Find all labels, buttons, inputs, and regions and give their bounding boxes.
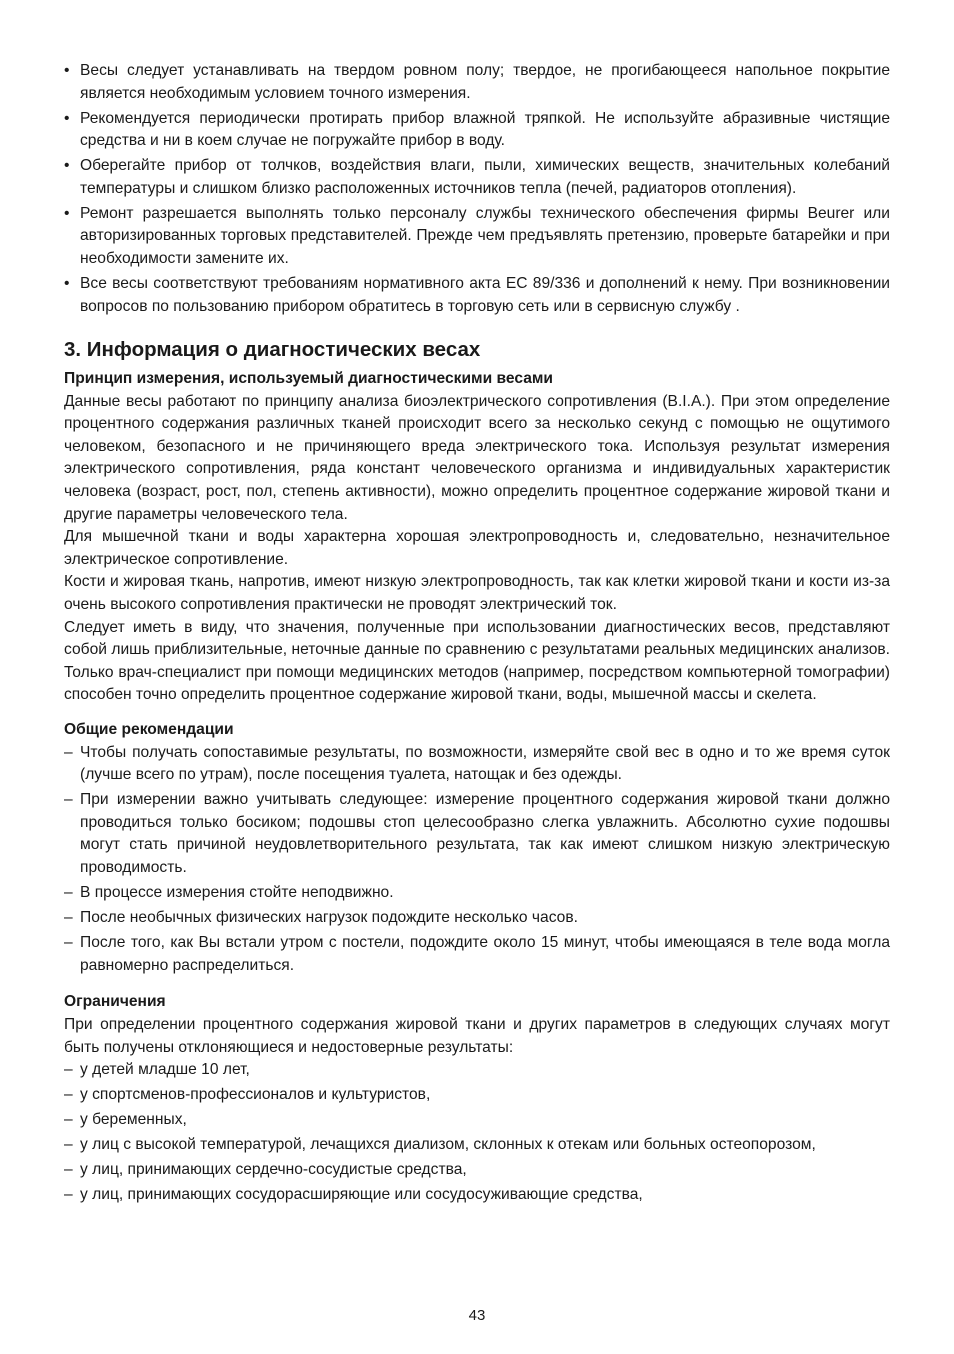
bullet-marker: • [64, 204, 70, 222]
list-item-text: При измерении важно учитывать следующее: измерение процентного содержания жировой ткани должно проводиться только босиком; подошвы стоп целесообразно слегка увлажнить. Абсолютно сухие подошвы могут стать причиной неудовлетворительного результата, так как имеют слишком низкую электрическую проводимость. [80, 791, 890, 876]
dash-marker: – [64, 1136, 73, 1154]
list-item [64, 932, 890, 977]
list-item-text: у спортсменов-профессионалов и культуристов, [80, 1086, 431, 1104]
list-item-text: у лиц, принимающих сосудорасширяющие или сосудосуживающие средства, [80, 1186, 643, 1204]
principle-paragraph: Данные весы работают по принципу анализа биоэлектрического сопротивления (B.I.A.). При этом определение процентного содержания различных тканей происходит всего за несколько секунд с помощью не ощутимого человеком, безопасного и не причиняющего вреда электрического тока. Используя результат измерения электрического сопротивления, ряда констант человеческого организма и индивидуальных характеристик человека (возраст, рост, пол, степень активности), можно определить процентное содержание жировой ткани и другие параметры человеческого тела. [64, 392, 890, 523]
list-item-text: После того, как Вы встали утром с постели, подождите около 15 минут, чтобы имеющаяся в теле вода могла равномерно распределиться. [80, 933, 890, 974]
principle-paragraph: Следует иметь в виду, что значения, полученные при использовании диагностических весов, представляют собой лишь приблизительные, неточные данные по сравнению с результатами реальных медицинских анализов. Только врач-специалист при помощи медицинских методов (например, посредством компьютерной томографии) способен точно определить процентное содержание жировой ткани, воды, мышечной массы и скелета. [64, 618, 890, 704]
intro-bullet-list [64, 60, 890, 318]
list-item [64, 108, 890, 153]
dash-marker: – [64, 1086, 73, 1104]
principle-paragraph: Кости и жировая ткань, напротив, имеют низкую электропроводность, так как клетки жировой ткани и кости из-за очень высокого сопротивления практически не проводят электрический ток. [64, 573, 890, 614]
list-item [64, 907, 890, 930]
list-item-text: Рекомендуется периодически протирать прибор влажной тряпкой. Не используйте абразивные чистящие средства и ни в коем случае не погружайте прибор в воду. [80, 109, 890, 150]
section-title: 3. Информация о диагностических весах [64, 338, 481, 362]
list-item [64, 789, 890, 879]
spacer [64, 707, 890, 719]
spacer [64, 979, 890, 991]
list-item [64, 1059, 890, 1082]
list-item-text: Все весы соответствуют требованиям нормативного акта ЕС 89/336 и дополнений к нему. При возникновении вопросов по пользованию прибором обратитесь в торговую сеть или в сервисную службу . [80, 274, 890, 315]
list-item-text: После необычных физических нагрузок подождите несколько часов. [80, 908, 578, 926]
dash-marker: – [64, 1111, 73, 1129]
general-recommendations-list [64, 742, 890, 978]
limitations-heading: Ограничения [64, 993, 166, 1011]
general-recommendations-heading: Общие рекомендации [64, 721, 234, 738]
bullet-marker: • [64, 62, 70, 79]
dash-marker: – [64, 743, 73, 761]
list-item-text: у лиц, принимающих сердечно-сосудистые средства, [80, 1161, 467, 1179]
list-item [64, 1159, 890, 1182]
principle-heading: Принцип измерения, используемый диагностическими весами [64, 370, 553, 388]
limitations-intro: При определении процентного содержания жировой ткани и других параметров в следующих случаях могут быть получены отклоняющиеся и недостоверные результаты: [64, 1016, 890, 1056]
list-item [64, 1184, 890, 1207]
limitations-list [64, 1059, 890, 1207]
principle-paragraph: Для мышечной ткани и воды характерна хорошая электропроводность и, следовательно, незначительное электрическое сопротивление. [64, 528, 890, 568]
bullet-marker: • [64, 274, 70, 292]
list-item-text: у детей младше 10 лет, [80, 1061, 250, 1079]
list-item-text: Весы следует устанавливать на твердом ровном полу; твердое, не прогибающееся напольное покрытие является необходимым условием точного измерения. [80, 62, 890, 102]
bullet-marker: • [64, 109, 70, 127]
list-item [64, 1084, 890, 1107]
dash-marker: – [64, 1161, 73, 1179]
list-item [64, 1109, 890, 1132]
list-item [64, 60, 890, 105]
page-number: 43 [468, 1307, 486, 1324]
list-item-text: у лиц с высокой температурой, лечащихся диализом, склонных к отекам или больных остеопорозом, [80, 1136, 816, 1154]
dash-marker: – [64, 1061, 73, 1079]
page-content [64, 60, 890, 1209]
list-item [64, 882, 890, 905]
dash-marker: – [64, 791, 73, 809]
list-item-text: В процессе измерения стойте неподвижно. [80, 883, 394, 901]
list-item-text: Чтобы получать сопоставимые результаты, по возможности, измеряйте свой вес в одно и то же время суток (лучше всего по утрам), после посещения туалета, натощак и без одежды. [80, 743, 890, 784]
list-item [64, 273, 890, 318]
list-item [64, 742, 890, 787]
dash-marker: – [64, 883, 73, 901]
dash-marker: – [64, 933, 73, 951]
list-item-text: Ремонт разрешается выполнять только персоналу службы технического обеспечения фирмы Beurer или авторизированных торговых представителей. Прежде чем предъявлять претензию, проверьте батарейки и при необходимости замените их. [80, 204, 890, 267]
dash-marker: – [64, 1186, 73, 1204]
list-item [64, 1134, 890, 1157]
list-item [64, 155, 890, 200]
list-item-text: Оберегайте прибор от толчков, воздействия влаги, пыли, химических веществ, значительных колебаний температуры и слишком близко расположенных источников тепла (печей, радиаторов отопления). [80, 157, 890, 197]
dash-marker: – [64, 908, 73, 926]
list-item [64, 203, 890, 271]
list-item-text: у беременных, [80, 1111, 187, 1129]
bullet-marker: • [64, 157, 70, 175]
